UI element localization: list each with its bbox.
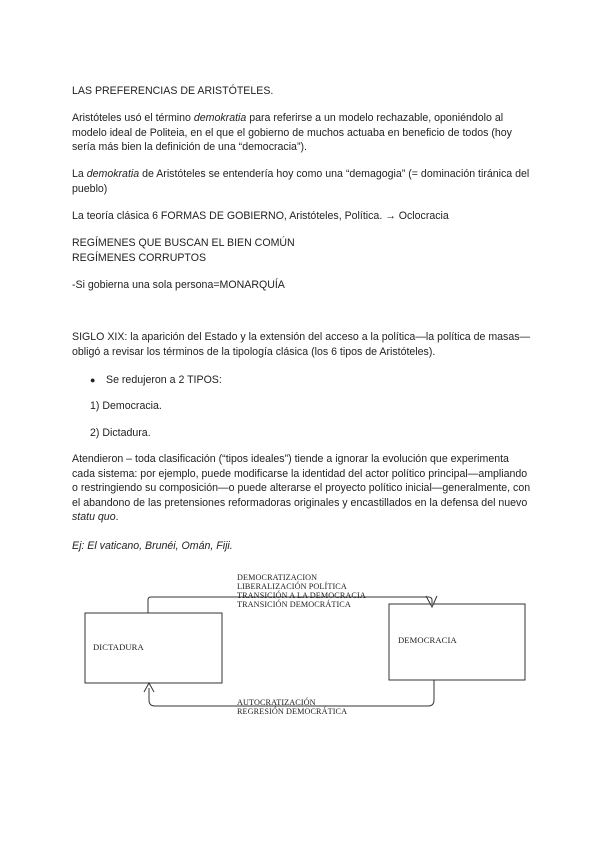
bottom-arrowhead-icon xyxy=(144,683,154,692)
top-label-transicion-a-la-democracia: TRANSICIÓN A LA DEMOCRACIA xyxy=(237,591,366,600)
top-connector-line xyxy=(148,597,432,613)
emphasis-term: demokratia xyxy=(193,112,247,124)
paragraph-text: SIGLO XIX: la aparición del Estado y la extensión del acceso a la política—la política de masas—obligó a revisar los términos de la tipología clásica (los 6 tipos de Aristóteles). xyxy=(72,331,531,358)
list-item-text: 2) Dictadura. xyxy=(90,427,151,439)
bottom-connector-line xyxy=(149,680,434,706)
bullet-icon: ● xyxy=(90,375,96,385)
paragraph-text: La xyxy=(72,168,87,180)
bullet-item xyxy=(90,373,530,388)
paragraph-text: Aristóteles usó el término xyxy=(72,112,194,124)
bottom-label-regresion-democratica: REGRESIÓN DEMOCRÁTICA xyxy=(237,707,348,716)
regimenes-line-2: REGÍMENES CORRUPTOS xyxy=(72,251,207,264)
top-label-liberalizacion: LIBERALIZACIÓN POLÍTICA xyxy=(237,582,347,591)
paragraph-aristoteles xyxy=(72,111,532,155)
paragraph-atendieron xyxy=(72,452,532,525)
paragraph-text: Atendieron – toda clasificación (“tipos ideales”) tiende a ignorar la evolución que experimenta cada sistema: por ejemplo, puede modificarse la identidad del actor político principal—ampliando o restringiendo su composición—o puede alterarse el proyecto político inicial—generalmente, con el abandono de las pretensiones reformadoras originales y encastillados en la defensa del nuevo xyxy=(72,453,531,509)
list-item-democracia xyxy=(90,399,530,414)
document-heading xyxy=(72,84,532,99)
top-arrowhead-icon xyxy=(426,596,437,607)
top-label-transicion-democratica: TRANSICIÓN DEMOCRÁTICA xyxy=(237,600,351,609)
bullet-text: Se redujeron a 2 TIPOS: xyxy=(106,374,222,386)
paragraph-monarquia xyxy=(72,278,532,293)
regimenes-line-1: REGÍMENES QUE BUSCAN EL BIEN COMÚN xyxy=(72,237,295,249)
emphasis-term: demokratia xyxy=(86,168,140,180)
emphasis-term: statu quo xyxy=(72,511,116,523)
paragraph-text: La teoría clásica 6 FORMAS DE GOBIERNO, Aristóteles, Política. → Oclocracia xyxy=(72,210,449,222)
top-label-democratizacion: DEMOCRATIZACION xyxy=(237,573,318,582)
paragraph-ejemplos xyxy=(72,539,532,554)
list-item-dictadura xyxy=(90,426,530,441)
paragraph-siglo-xix xyxy=(72,330,532,359)
bottom-label-autocratizacion: AUTOCRATIZACIÓN xyxy=(237,698,316,707)
democracia-box xyxy=(389,604,525,680)
paragraph-demokratia xyxy=(72,167,532,196)
paragraph-teoria-clasica xyxy=(72,209,532,224)
dictadura-box xyxy=(85,613,222,683)
dictadura-label: DICTADURA xyxy=(93,642,144,652)
list-item-text: 1) Democracia. xyxy=(90,400,162,412)
paragraph-text: de Aristóteles se entendería hoy como una “demagogia” (= dominación tiránica del pueblo) xyxy=(72,168,530,195)
paragraph-text: para referirse a un modelo rechazable, oponiéndolo al modelo ideal de Politeia, en el que el gobierno de muchos actuaba en beneficio de todos (hoy sería más bien la definición de una “democracia”). xyxy=(72,112,512,153)
paragraph-text: -Si gobierna una sola persona=MONARQUÍA xyxy=(72,279,285,291)
paragraph-text: Ej: El vaticano, Brunéi, Omán, Fiji. xyxy=(72,540,233,552)
democracia-label: DEMOCRACIA xyxy=(398,635,457,645)
paragraph-regimenes xyxy=(72,236,532,265)
paragraph-text: . xyxy=(115,511,119,523)
heading-text: LAS PREFERENCIAS DE ARISTÓTELES. xyxy=(72,85,274,97)
